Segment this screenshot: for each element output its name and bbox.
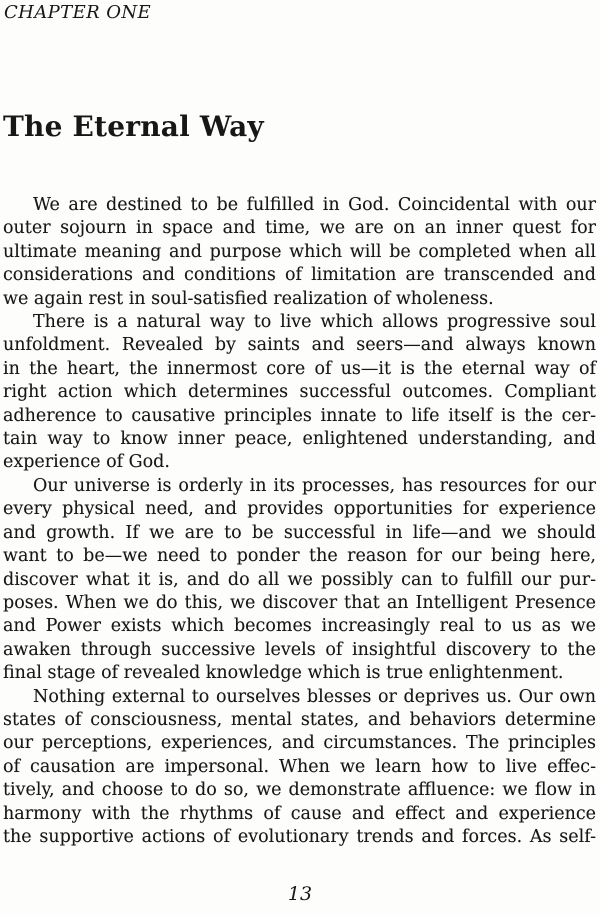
text-line: Nothing external to ourselves blesses or deprives us. Our own <box>33 686 596 707</box>
text-line: in the heart, the innermost core of us—it is the eternal way of <box>3 358 596 379</box>
text-line: and Power exists which becomes increasingly real to us as we <box>3 616 596 637</box>
text-line: the supportive actions of evolutionary trends and forces. As self- <box>3 826 596 847</box>
text-line: outer sojourn in space and time, we are on an inner quest for <box>3 218 596 239</box>
page-title: The Eternal Way <box>3 110 264 143</box>
text-line: every physical need, and provides opportunities for experience <box>3 499 596 520</box>
page-number: 13 <box>287 883 313 905</box>
text-line: discover what it is, and do all we possibly can to fulfill our pur- <box>3 569 596 590</box>
text-line: tain way to know inner peace, enlightened understanding, and <box>3 429 596 450</box>
text-line: poses. When we do this, we discover that an Intelligent Presence <box>3 592 596 613</box>
text-line: unfoldment. Revealed by saints and seers—and always known <box>3 335 596 356</box>
text-line: experience of God. <box>3 452 170 473</box>
text-line: adherence to causative principles innate to life itself is the cer- <box>3 405 596 426</box>
body-text <box>3 194 596 849</box>
text-line: final stage of revealed knowledge which is true enlightenment. <box>3 663 564 684</box>
text-line: Our universe is orderly in its processes, has resources for our <box>33 475 596 496</box>
text-line: our perceptions, experiences, and circumstances. The principles <box>3 733 596 754</box>
text-line: awaken through successive levels of insightful discovery to the <box>3 639 596 660</box>
text-line: want to be—we need to ponder the reason for our being here, <box>3 546 596 567</box>
text-line: right action which determines successful outcomes. Compliant <box>3 382 596 403</box>
text-line: we again rest in soul-satisfied realization of wholeness. <box>3 288 494 309</box>
text-line: considerations and conditions of limitation are transcended and <box>3 265 596 286</box>
text-line: states of consciousness, mental states, and behaviors determine <box>3 709 596 730</box>
text-line: There is a natural way to live which allows progressive soul <box>33 312 596 333</box>
text-line: tively, and choose to do so, we demonstrate affluence: we flow in <box>3 780 596 801</box>
chapter-label: CHAPTER ONE <box>4 2 152 23</box>
text-line: We are destined to be fulfilled in God. Coincidental with our <box>33 195 596 215</box>
text-line: of causation are impersonal. When we learn how to live effec- <box>3 756 596 777</box>
text-line: ultimate meaning and purpose which will be completed when all <box>3 241 596 262</box>
text-line: and growth. If we are to be successful in life—and we should <box>3 522 596 543</box>
text-line: harmony with the rhythms of cause and effect and experience <box>3 803 596 824</box>
